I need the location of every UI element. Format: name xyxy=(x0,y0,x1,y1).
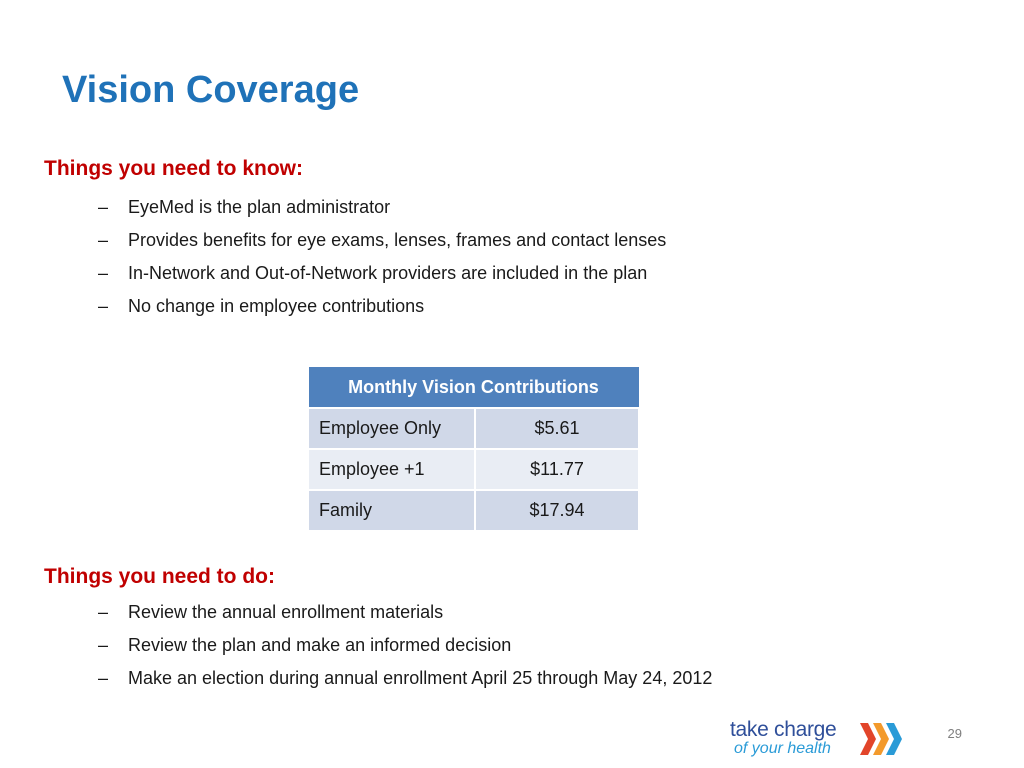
list-item xyxy=(98,629,712,662)
bullet-dash: – xyxy=(98,635,109,655)
slide-title: Vision Coverage xyxy=(62,69,360,111)
list-item xyxy=(98,191,666,224)
bullet-dash: – xyxy=(98,296,109,316)
bullet-dash: – xyxy=(98,602,109,622)
list-item-text: No change in employee contributions xyxy=(128,296,425,316)
list-item xyxy=(98,290,666,323)
list-item xyxy=(98,257,666,290)
tier-amount: $17.94 xyxy=(475,490,639,531)
table-row xyxy=(308,449,639,490)
chevron-red-icon xyxy=(860,723,876,755)
table-row xyxy=(308,408,639,449)
list-item xyxy=(98,662,712,695)
list-item-text: Review the plan and make an informed decision xyxy=(128,635,512,655)
bullet-dash: – xyxy=(98,230,109,250)
page-number: 29 xyxy=(947,726,962,741)
take-charge-logo xyxy=(730,718,910,762)
logo-text-main: take charge xyxy=(730,718,837,741)
bullet-dash: – xyxy=(98,197,109,217)
tier-amount: $11.77 xyxy=(475,449,639,490)
bullet-dash: – xyxy=(98,263,109,283)
know-list xyxy=(98,191,666,323)
do-list xyxy=(98,596,712,695)
logo-text-sub: of your health xyxy=(734,740,831,757)
list-item-text: Provides benefits for eye exams, lenses, frames and contact lenses xyxy=(128,230,667,250)
chevrons-icon xyxy=(860,721,906,757)
tier-label: Employee Only xyxy=(308,408,475,449)
table-row xyxy=(308,490,639,531)
contributions-table xyxy=(307,366,640,532)
tier-label: Family xyxy=(308,490,475,531)
tier-amount: $5.61 xyxy=(475,408,639,449)
tier-label: Employee +1 xyxy=(308,449,475,490)
table-header: Monthly Vision Contributions xyxy=(308,367,639,409)
list-item-text: Make an election during annual enrollment April 25 through May 24, 2012 xyxy=(128,668,713,688)
list-item-text: In-Network and Out-of-Network providers are included in the plan xyxy=(128,263,648,283)
bullet-dash: – xyxy=(98,668,109,688)
do-heading: Things you need to do: xyxy=(44,565,275,588)
list-item xyxy=(98,224,666,257)
know-heading: Things you need to know: xyxy=(44,157,303,180)
list-item-text: EyeMed is the plan administrator xyxy=(128,197,391,217)
list-item xyxy=(98,596,712,629)
list-item-text: Review the annual enrollment materials xyxy=(128,602,444,622)
table-header-row xyxy=(308,367,639,409)
